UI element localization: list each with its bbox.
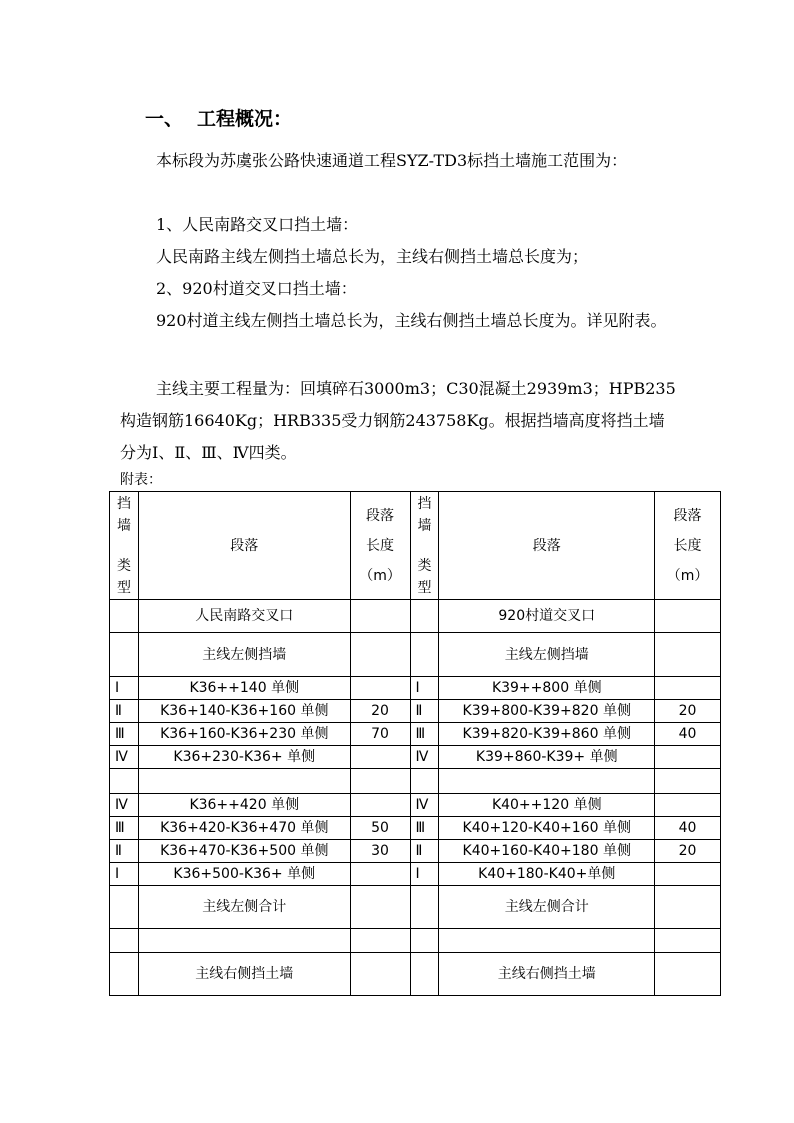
- row-section: K36+230-K36+ 单侧: [138, 746, 350, 769]
- header-section-left: 段落: [138, 492, 350, 600]
- header-type-char: 型: [116, 579, 131, 596]
- row-type: Ⅲ: [410, 817, 439, 840]
- row-type: Ⅰ: [110, 863, 139, 886]
- table-row: [110, 840, 721, 863]
- row-length: 40: [655, 817, 721, 840]
- table-header-row: [110, 492, 721, 600]
- location-right: 920村道交叉口: [439, 600, 655, 633]
- row-type: Ⅱ: [110, 700, 139, 723]
- row-length: 40: [655, 723, 721, 746]
- row-type: Ⅱ: [110, 840, 139, 863]
- row-section: K40+180-K40+单侧: [439, 863, 655, 886]
- row-length: 70: [350, 723, 410, 746]
- row-section: K40++120 单侧: [439, 794, 655, 817]
- row-type: Ⅲ: [110, 817, 139, 840]
- row-type: Ⅳ: [410, 746, 439, 769]
- row-type: Ⅱ: [410, 840, 439, 863]
- subtotal-row: [110, 886, 721, 929]
- row-section: K39+860-K39+ 单侧: [439, 746, 655, 769]
- group-left-title: 主线左侧挡墙: [138, 633, 350, 677]
- subtotal-right: 主线左侧合计: [439, 886, 655, 929]
- intro-paragraph: 本标段为苏虞张公路快速通道工程SYZ-TD3标挡土墙施工范围为：: [156, 151, 628, 170]
- table-row: [110, 677, 721, 700]
- header-type-char: 墙: [116, 517, 131, 534]
- section-title: 工程概况：: [197, 108, 293, 130]
- header-length-right: [655, 492, 721, 600]
- row-length: 20: [655, 840, 721, 863]
- table-caption: 附表：: [120, 472, 162, 488]
- table-row: [110, 700, 721, 723]
- row-length: [655, 794, 721, 817]
- group-right-title: 主线左侧挡墙: [439, 633, 655, 677]
- item1-text: 人民南路主线左侧挡土墙总长为，主线右侧挡土墙总长度为；: [156, 247, 589, 266]
- subtotal-left: 主线左侧合计: [138, 886, 350, 929]
- quantities-paragraph: 主线主要工程量为：回填碎石3000m3；C30混凝土2939m3；HPB235构造钢筋16640Kg；HRB335受力钢筋243758Kg。根据挡墙高度将挡土墙分为Ⅰ、Ⅱ、Ⅲ、Ⅳ四类。: [120, 379, 676, 462]
- header-length-line: 长度: [673, 537, 702, 554]
- header-type-left: [110, 492, 139, 600]
- header-type-char: 挡: [417, 495, 432, 512]
- spacer-row: [110, 769, 721, 794]
- row-length: [655, 677, 721, 700]
- row-section: K36+420-K36+470 单侧: [138, 817, 350, 840]
- row-length: 50: [350, 817, 410, 840]
- group-row: [110, 633, 721, 677]
- row-length: 30: [350, 840, 410, 863]
- right-wall-group-row: [110, 953, 721, 996]
- row-section: K36+470-K36+500 单侧: [138, 840, 350, 863]
- item2-text: 920村道主线左侧挡土墙总长为，主线右侧挡土墙总长度为。详见附表。: [156, 311, 667, 330]
- header-type-right: [410, 492, 439, 600]
- row-length: [350, 863, 410, 886]
- row-section: K40+160-K40+180 单侧: [439, 840, 655, 863]
- header-type-char: 挡: [116, 495, 131, 512]
- header-section-right: 段落: [439, 492, 655, 600]
- row-section: K39+800-K39+820 单侧: [439, 700, 655, 723]
- row-length: [655, 746, 721, 769]
- table-row: [110, 746, 721, 769]
- item2-title: 2、920村道交叉口挡土墙：: [156, 279, 357, 298]
- right-wall-left: 主线右侧挡土墙: [138, 953, 350, 996]
- table-row: [110, 817, 721, 840]
- row-type: Ⅱ: [410, 700, 439, 723]
- row-length: 20: [350, 700, 410, 723]
- header-length-line: 长度: [366, 537, 395, 554]
- row-length: [655, 863, 721, 886]
- location-row: [110, 600, 721, 633]
- section-heading: [145, 104, 292, 131]
- row-type: Ⅲ: [410, 723, 439, 746]
- row-section: K39++800 单侧: [439, 677, 655, 700]
- row-section: K36+160-K36+230 单侧: [138, 723, 350, 746]
- header-type-char: 型: [417, 579, 432, 596]
- table-row: [110, 794, 721, 817]
- row-length: [350, 677, 410, 700]
- row-type: Ⅰ: [110, 677, 139, 700]
- header-length-line: （m）: [359, 567, 401, 584]
- header-type-char: 类: [116, 557, 131, 574]
- row-type: Ⅰ: [410, 677, 439, 700]
- item1-title: 1、人民南路交叉口挡土墙：: [156, 215, 359, 234]
- row-section: K36+140-K36+160 单侧: [138, 700, 350, 723]
- row-length: [350, 746, 410, 769]
- row-type: Ⅰ: [410, 863, 439, 886]
- row-section: K39+820-K39+860 单侧: [439, 723, 655, 746]
- empty-row: [110, 929, 721, 953]
- row-section: K36++420 单侧: [138, 794, 350, 817]
- retaining-wall-table: [109, 491, 721, 996]
- row-length: 20: [655, 700, 721, 723]
- row-section: K36++140 单侧: [138, 677, 350, 700]
- location-left: 人民南路交叉口: [138, 600, 350, 633]
- header-length-line: （m）: [666, 567, 709, 584]
- header-length-left: [350, 492, 410, 600]
- row-type: Ⅳ: [410, 794, 439, 817]
- row-type: Ⅲ: [110, 723, 139, 746]
- header-length-line: 段落: [366, 507, 395, 524]
- row-type: Ⅳ: [110, 746, 139, 769]
- header-type-char: 墙: [417, 517, 432, 534]
- row-section: K40+120-K40+160 单侧: [439, 817, 655, 840]
- table-row: [110, 863, 721, 886]
- header-length-line: 段落: [673, 507, 702, 524]
- row-section: K36+500-K36+ 单侧: [138, 863, 350, 886]
- section-number: 一、: [145, 108, 184, 130]
- row-length: [350, 794, 410, 817]
- header-type-char: 类: [417, 557, 432, 574]
- right-wall-right: 主线右侧挡土墙: [439, 953, 655, 996]
- table-row: [110, 723, 721, 746]
- row-type: Ⅳ: [110, 794, 139, 817]
